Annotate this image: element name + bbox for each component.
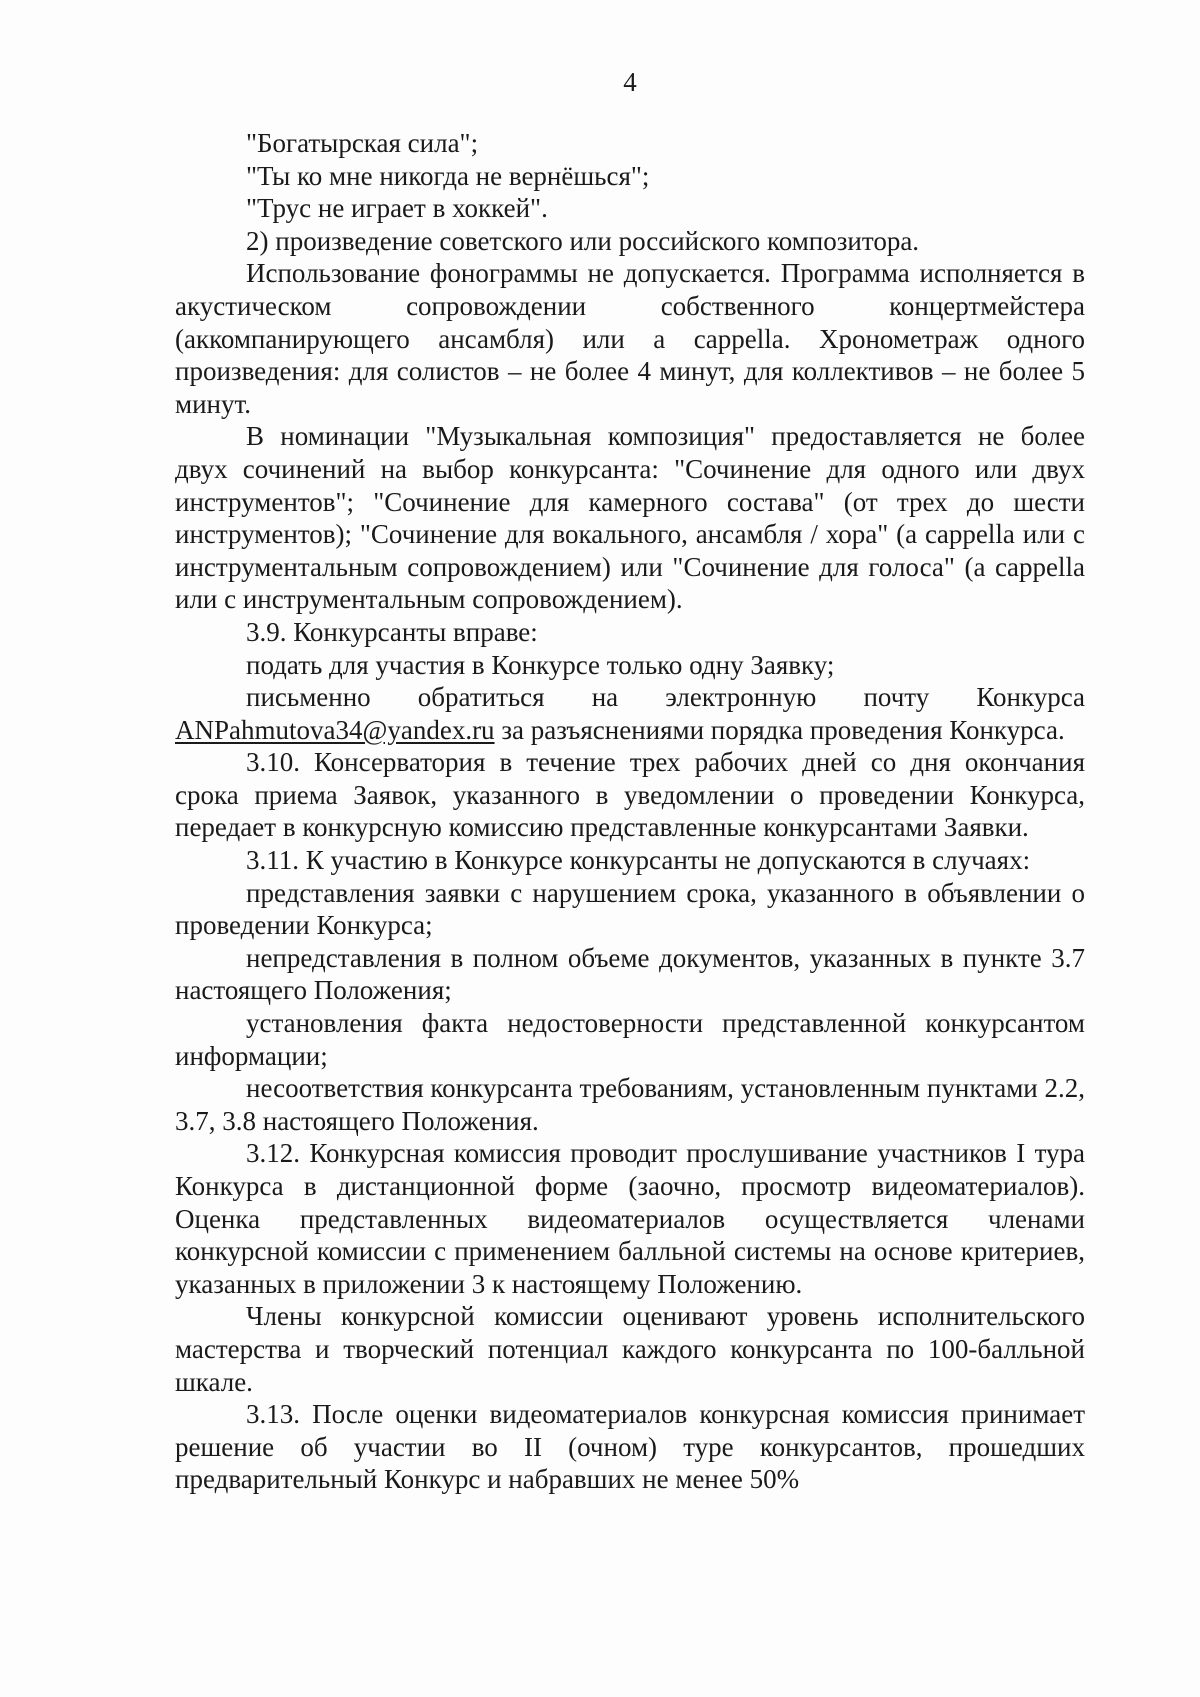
email-contact-text-before: письменно обратиться на электронную почту Конкурса: [246, 682, 1085, 713]
paragraph-phonogram-rules: Использование фонограммы не допускается. Программа исполняется в акустическом сопровождении собственного концертмейстера (аккомпанирующего ансамбля) или a cappella. Хронометраж одного произведения: для солистов – не более 4 минут, для коллективов – не более 5 минут.: [175, 258, 1085, 419]
paragraph-one-application: подать для участия в Конкурсе только одну Заявку;: [246, 649, 835, 680]
paragraph-3-11: 3.11. К участию в Конкурсе конкурсанты не допускаются в случаях:: [246, 845, 1031, 876]
paragraph-requirements-mismatch: несоответствия конкурсанта требованиям, установленным пунктами 2.2, 3.7, 3.8 настоящего Положения.: [175, 1073, 1085, 1136]
page-number: 4: [623, 67, 637, 97]
paragraph-false-information: установления факта недостоверности представленной конкурсантом информации;: [175, 1008, 1085, 1071]
paragraph-deadline-violation: представления заявки с нарушением срока, указанного в объявлении о проведении Конкурса;: [175, 877, 1085, 941]
contest-email-link[interactable]: ANPahmutova34@yandex.ru: [175, 714, 495, 745]
paragraph-email-contact: [175, 681, 1085, 746]
document-body: [175, 127, 1085, 1496]
paragraph-3-10: 3.10. Консерватория в течение трех рабочих дней со дня окончания срока приема Заявок, указанного в уведомлении о проведении Конкурса, передает в конкурсную комиссию представленные конкурсантами Заявки.: [175, 747, 1085, 843]
paragraph-song-3: "Трус не играет в хоккей".: [246, 193, 548, 224]
paragraph-song-1: "Богатырская сила";: [246, 128, 479, 158]
paragraph-missing-documents: непредставления в полном объеме документов, указанных в пункте 3.7 настоящего Положения;: [175, 942, 1085, 1006]
paragraph-3-13: 3.13. После оценки видеоматериалов конкурсная комиссия принимает решение об участии во II (очном) туре конкурсантов, прошедших предварительный Конкурс и набравших не менее 50%: [175, 1399, 1085, 1495]
paragraph-composition-nomination: В номинации "Музыкальная композиция" предоставляется не более двух сочинений на выбор конкурсанта: "Сочинение для одного или двух инструментов"; "Сочинение для камерного состава" (от трех до шести инструментов); "Сочинение для вокального, ансамбля / хора" (a cappella или с инструментальным сопровождением) или "Сочинение для голоса" (a cappella или с инструментальным сопровождением).: [175, 421, 1085, 615]
paragraph-3-9: 3.9. Конкурсанты вправе:: [246, 616, 538, 647]
paragraph-composer-work: 2) произведение советского или российского композитора.: [246, 225, 920, 256]
paragraph-3-12: 3.12. Конкурсная комиссия проводит прослушивание участников I тура Конкурса в дистанционной форме (заочно, просмотр видеоматериалов). Оценка представленных видеоматериалов осуществляется членами конкурсной комиссии с применением балльной системы на основе критериев, указанных в приложении 3 к настоящему Положению.: [175, 1138, 1085, 1299]
email-contact-text-after: за разъяснениями порядка проведения Конкурса.: [501, 714, 1065, 745]
paragraph-song-2: "Ты ко мне никогда не вернёшься";: [246, 160, 650, 191]
paragraph-jury-scoring: Члены конкурсной комиссии оценивают уровень исполнительского мастерства и творческий потенциал каждого конкурсанта по 100-балльной шкале.: [175, 1301, 1085, 1397]
